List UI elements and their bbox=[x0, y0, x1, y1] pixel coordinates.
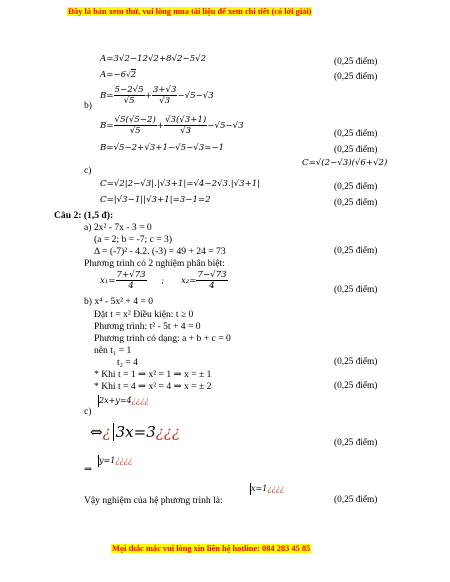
b-line-1: B= $\frac{5-2√5}{√5}$ + $\frac{3+√3}{√3}$ −√5−√3 bbox=[100, 85, 214, 106]
c-side-expression: C=√(2−√3)(√6+√2) bbox=[302, 158, 388, 168]
points-5: (0,25 điểm) bbox=[334, 182, 378, 192]
points-12: (0,25 điểm) bbox=[334, 495, 378, 505]
a-delta: Δ = (-7)² - 4.2. (-3) = 49 + 24 = 73 bbox=[94, 246, 226, 257]
c2-system-middle: ⇔¿ 3x=3¿¿¿ bbox=[90, 423, 180, 441]
points-10: (0,25 điểm) bbox=[334, 381, 378, 391]
points-9: (0,25 điểm) bbox=[334, 357, 378, 367]
b-line-3: B=√5−2+√3+1−√5−√3=−1 bbox=[100, 143, 225, 153]
points-4: (0,25 điểm) bbox=[334, 145, 378, 155]
points-3: (0,25 điểm) bbox=[334, 129, 378, 139]
a-roots: x₁= $\frac{7+√73}{4}$ ; x₂= $\frac{7-√73}{4}$ bbox=[100, 270, 227, 291]
conclusion-text: Vậy nghiệm của hệ phương trình là: bbox=[84, 495, 223, 506]
points-2: (0,25 điểm) bbox=[334, 72, 378, 82]
b-line-t1: nên t₁ = 1 bbox=[94, 345, 132, 356]
conclusion-value: x=1¿¿¿¿ bbox=[251, 484, 285, 493]
a-text: Phương trình có 2 nghiệm phân biệt: bbox=[84, 258, 225, 269]
label-c: c) bbox=[84, 165, 92, 176]
question-2-title: Câu 2: (1,5 đ): bbox=[54, 210, 114, 221]
points-11: (0,25 điểm) bbox=[334, 438, 378, 448]
a-equation: a) 2x² - 7x - 3 = 0 bbox=[84, 222, 152, 233]
b-line-eq: Phương trình: t² - 5t + 4 = 0 bbox=[94, 321, 201, 332]
b-line-form: Phương trình có dạng: a + b + c = 0 bbox=[94, 333, 231, 344]
preview-banner: Đây là bản xem thử, vui lòng mua tài liệu để xem chi tiết (có lời giải) bbox=[68, 7, 312, 16]
b-line-case-1: * Khi t = 1 ⇒ x² = 1 ⇒ x = ± 1 bbox=[94, 369, 212, 380]
c-line-2: C=|√3−1||√3+1|=3−1=2 bbox=[100, 195, 211, 205]
b-line-t2: t₂ = 4 bbox=[117, 357, 139, 368]
points-6: (0,25 điểm) bbox=[334, 198, 378, 208]
b-equation: b) x⁴ - 5x² + 4 = 0 bbox=[84, 296, 154, 307]
a-coefficients: (a = 2; b = -7; c = 3) bbox=[94, 234, 173, 245]
arrow-implies: ⇒ bbox=[84, 464, 93, 475]
c-line-1: C=√2|2−√3|.|√3+1|=√4−2√3.|√3+1| bbox=[100, 179, 261, 189]
b-line-set: Đặt t = x² Điều kiện: t ≥ 0 bbox=[94, 309, 194, 320]
points-1: (0,25 điểm) bbox=[334, 57, 378, 67]
c2-system-top: 2x+y=4¿¿¿¿ bbox=[99, 396, 149, 405]
b-line-2: B= $\frac{√5(√5-2)}{√5}$ + $\frac{√3(√3+1)}{√3}$ −√5−√3 bbox=[100, 115, 244, 136]
a-line-2: A=−6√2 bbox=[100, 70, 137, 80]
b-line-case-2: * Khi t = 4 ⇒ x² = 4 ⇒ x = ± 2 bbox=[94, 381, 212, 392]
label-b: b) bbox=[84, 100, 92, 111]
points-8: (0,25 điểm) bbox=[334, 285, 378, 295]
a-line-1: A=3√2−12√2+8√2−5√2 bbox=[100, 54, 207, 64]
c2-system-bottom: y=1¿¿¿¿ bbox=[99, 456, 133, 465]
label-c-2: c) bbox=[84, 406, 92, 417]
hotline-banner: Mọi thắc mắc vui lòng xin liên hệ hotline: 084 283 45 85 bbox=[112, 544, 311, 553]
points-7: (0,25 điểm) bbox=[334, 246, 378, 256]
